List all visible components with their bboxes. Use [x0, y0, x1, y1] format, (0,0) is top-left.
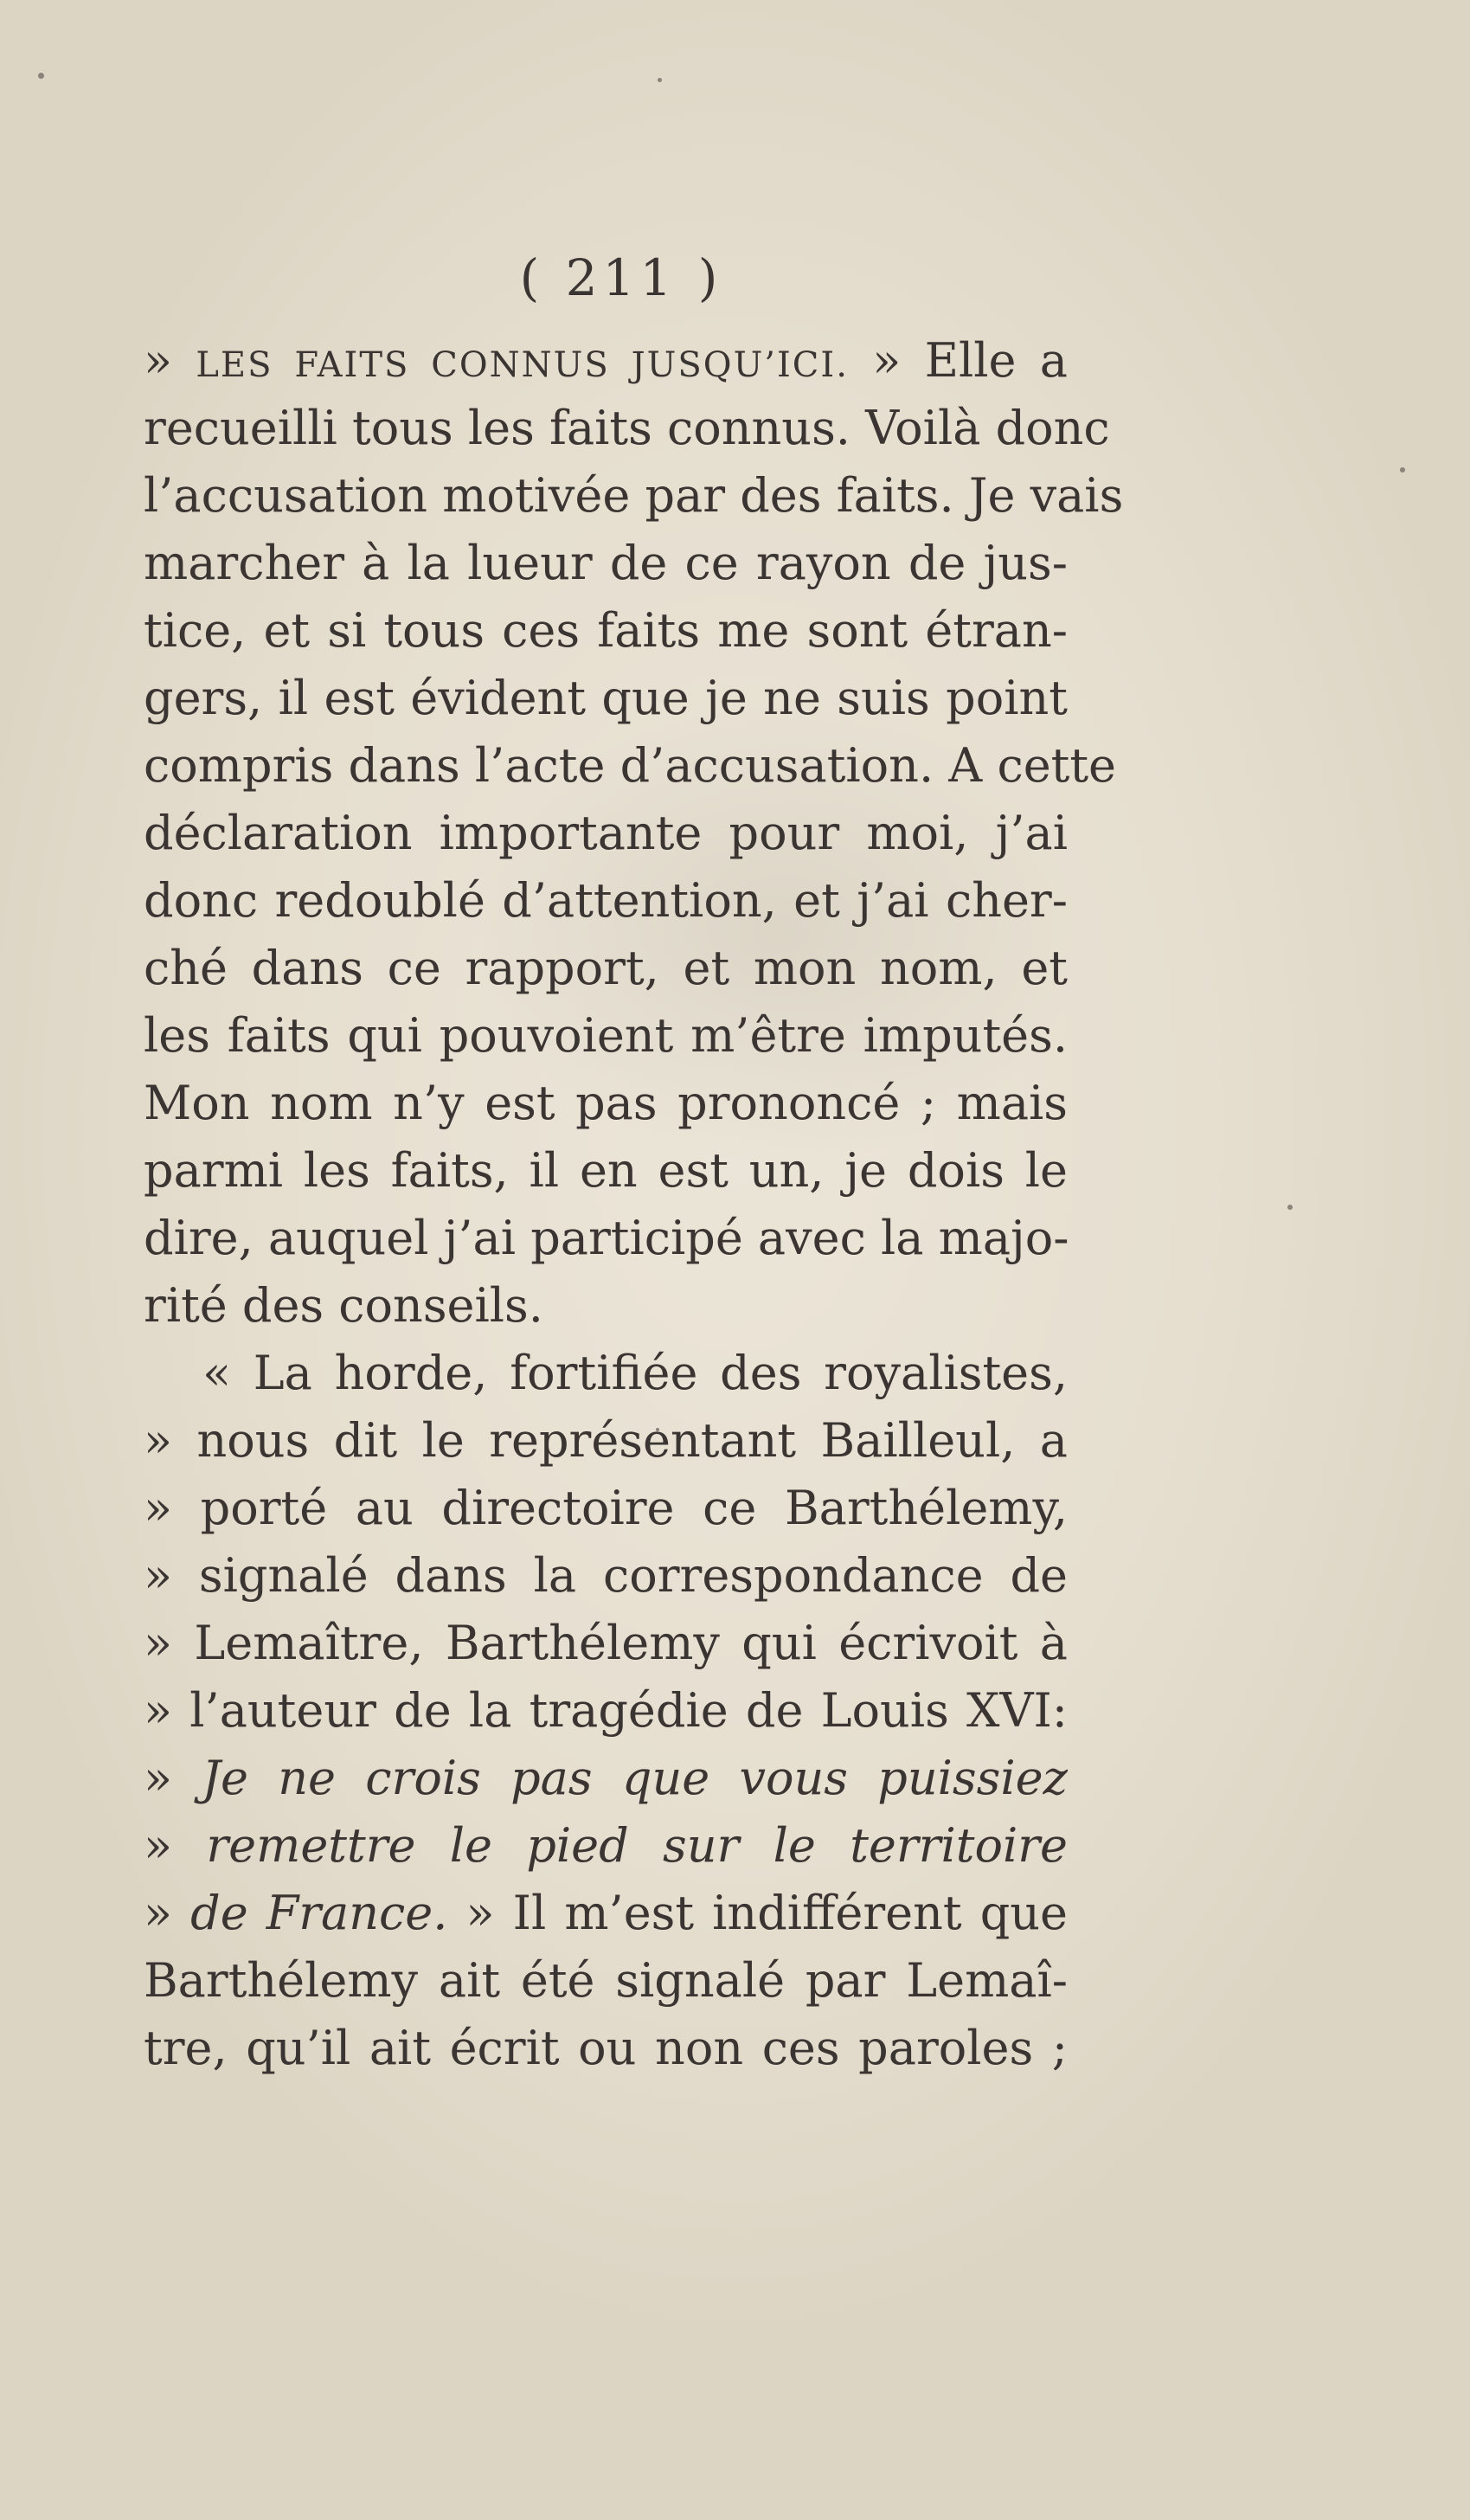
text-line: parmi les faits, il en est un, je dois le — [144, 1143, 1068, 1198]
text-line: » Lemaître, Barthélemy qui écrivoit à — [144, 1616, 1068, 1670]
text-line: ché dans ce rapport, et mon nom, et — [144, 941, 1068, 995]
text-line: rité des conseils. — [144, 1278, 543, 1333]
paper-speck — [1287, 1205, 1293, 1210]
text-line: les faits qui pouvoient m’être imputés. — [144, 1008, 1068, 1063]
text-line: » l’auteur de la tragédie de Louis XVI: — [144, 1683, 1068, 1738]
text-line: » nous dit le représentant Bailleul, a — [144, 1413, 1068, 1468]
text-line: recueilli tous les faits connus. Voilà donc — [144, 401, 1110, 455]
text-line: l’accusation motivée par des faits. Je vais — [144, 468, 1124, 523]
paper-speck — [1400, 467, 1405, 472]
text-line: » signalé dans la correspondance de — [144, 1548, 1068, 1603]
text-line: » de France. » Il m’est indifférent que — [144, 1886, 1069, 1940]
text-line: » remettre le pied sur le territoire — [144, 1818, 1068, 1873]
text-line: » LES FAITS CONNUS JUSQU’ICI. » Elle a — [144, 333, 1068, 388]
text-line: Barthélemy ait été signalé par Lemaî- — [144, 1953, 1068, 2008]
text-line: dire, auquel j’ai participé avec la majo- — [144, 1211, 1069, 1265]
text-line: Mon nom n’y est pas prononcé ; mais — [144, 1076, 1068, 1130]
paper-speck — [658, 78, 662, 82]
text-line: tre, qu’il ait écrit ou non ces paroles ; — [144, 2021, 1068, 2075]
body-text — [144, 327, 1124, 2082]
text-line: » Je ne crois pas que vous puissiez — [144, 1751, 1069, 1805]
page-number: ( 211 ) — [519, 248, 723, 307]
text-line: « La horde, fortifiée des royalistes, — [202, 1346, 1068, 1400]
text-line: gers, il est évident que je ne suis point — [144, 671, 1068, 725]
text-line: déclaration importante pour moi, j’ai — [144, 806, 1068, 860]
text-line: donc redoublé d’attention, et j’ai cher- — [144, 873, 1068, 928]
paper-speck — [38, 73, 44, 79]
text-line: marcher à la lueur de ce rayon de jus- — [144, 536, 1068, 590]
text-line: tice, et si tous ces faits me sont étran- — [144, 603, 1068, 658]
text-line: » porté au directoire ce Barthélemy, — [144, 1481, 1068, 1535]
text-line: compris dans l’acte d’accusation. A cette — [144, 738, 1117, 793]
